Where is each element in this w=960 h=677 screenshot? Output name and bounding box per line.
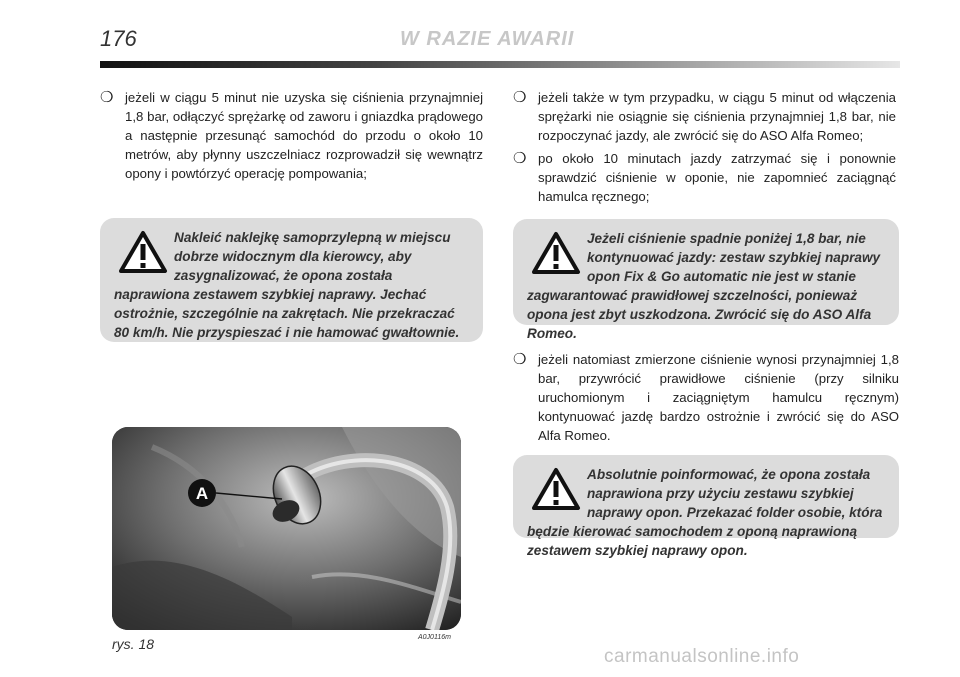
right-bullet-2 <box>513 149 896 206</box>
header-rule <box>100 61 900 68</box>
right-bullet-3-text: jeżeli natomiast zmierzone ciśnienie wynosi przynajmniej 1,8 bar, przywrócić prawidłowe ciśnienie (przy silniku uruchomionym i zaciągniętym hamulcu ręcznym) kontynuować jazdę bardzo ostrożnie i zwrócić się do ASO Alfa Romeo. <box>538 352 899 443</box>
circle-bullet-icon: ❍ <box>513 150 527 167</box>
warning-box-pressure <box>513 219 899 341</box>
warning-triangle-icon <box>531 467 581 511</box>
warning-pressure-text: Jeżeli ciśnienie spadnie poniżej 1,8 bar, nie kontynuować jazdy: zestaw szybkiej naprawy opon Fix & Go automatic nie jest w stanie zagwarantować prawidłowej szczelności, ponieważ opona jest zbyt uszkodzona. Zwrócić się do ASO Alfa Romeo. <box>527 231 881 341</box>
right-bullet-3-wrapper <box>513 350 899 449</box>
watermark: carmanualsonline.info <box>604 646 800 667</box>
circle-bullet-icon: ❍ <box>513 89 527 106</box>
warning-triangle-icon <box>531 231 581 275</box>
warning-box-inform <box>513 455 899 558</box>
left-bullet-1 <box>100 88 483 183</box>
left-column <box>100 88 483 187</box>
warning-inform-text: Absolutnie poinformować, że opona została naprawiona przy użyciu zestawu szybkiej naprawy opon. Przekazać folder osobie, która będzie kierować samochodem z oponą naprawioną zestawem szybkiej naprawy opon. <box>527 467 883 558</box>
figure-valve-hose <box>112 427 461 630</box>
right-bullet-2-text: po około 10 minutach jazdy zatrzymać się i ponownie sprawdzić ciśnienie w oponie, nie zapomnieć zaciągnąć hamulca ręcznego; <box>538 151 896 204</box>
callout-label-a: A <box>195 484 209 503</box>
warning-sticker-text: Naklеić naklejkę samoprzylepną w miejscu dobrze widocznym dla kierowcy, aby zasygnalizować, że opona została naprawiona zestawem szybkiej naprawy. Jechać ostrożnie, szczególnie na zakrętach. Nie przekraczać 80 km/h. Nie przyspieszać i nie hamować gwałtownie. <box>114 230 460 340</box>
page-number: 176 <box>100 26 137 51</box>
left-bullet-1-text: jeżeli w ciągu 5 minut nie uzyska się ciśnienia przynajmniej 1,8 bar, odłączyć sprężarkę od zaworu i gniazdka prądowego a następnie przesunąć samochód do przodu o około 10 metrów, aby płynny uszczelniacz rozprowadził się wewnątrz opony i powtórzyć operację pompowania; <box>125 90 483 181</box>
right-column <box>513 88 896 210</box>
circle-bullet-icon: ❍ <box>100 89 114 106</box>
figure-caption: rys. 18 <box>112 636 155 652</box>
warning-box-sticker <box>100 218 483 342</box>
warning-triangle-icon <box>118 230 168 274</box>
circle-bullet-icon: ❍ <box>513 351 527 368</box>
valve-hose-illustration <box>112 427 461 630</box>
right-bullet-3 <box>513 350 899 445</box>
section-title: W RAZIE AWARII <box>400 28 575 50</box>
right-bullet-1-text: jeżeli także w tym przypadku, w ciągu 5 minut od włączenia sprężarki nie osiągnie się ciśnienia przynajmniej 1,8 bar, nie rozpoczynać jazdy, ale zwrócić się do ASO Alfa Romeo; <box>538 90 896 143</box>
figure-code: A0J0116m <box>418 634 451 641</box>
right-bullet-1 <box>513 88 896 145</box>
